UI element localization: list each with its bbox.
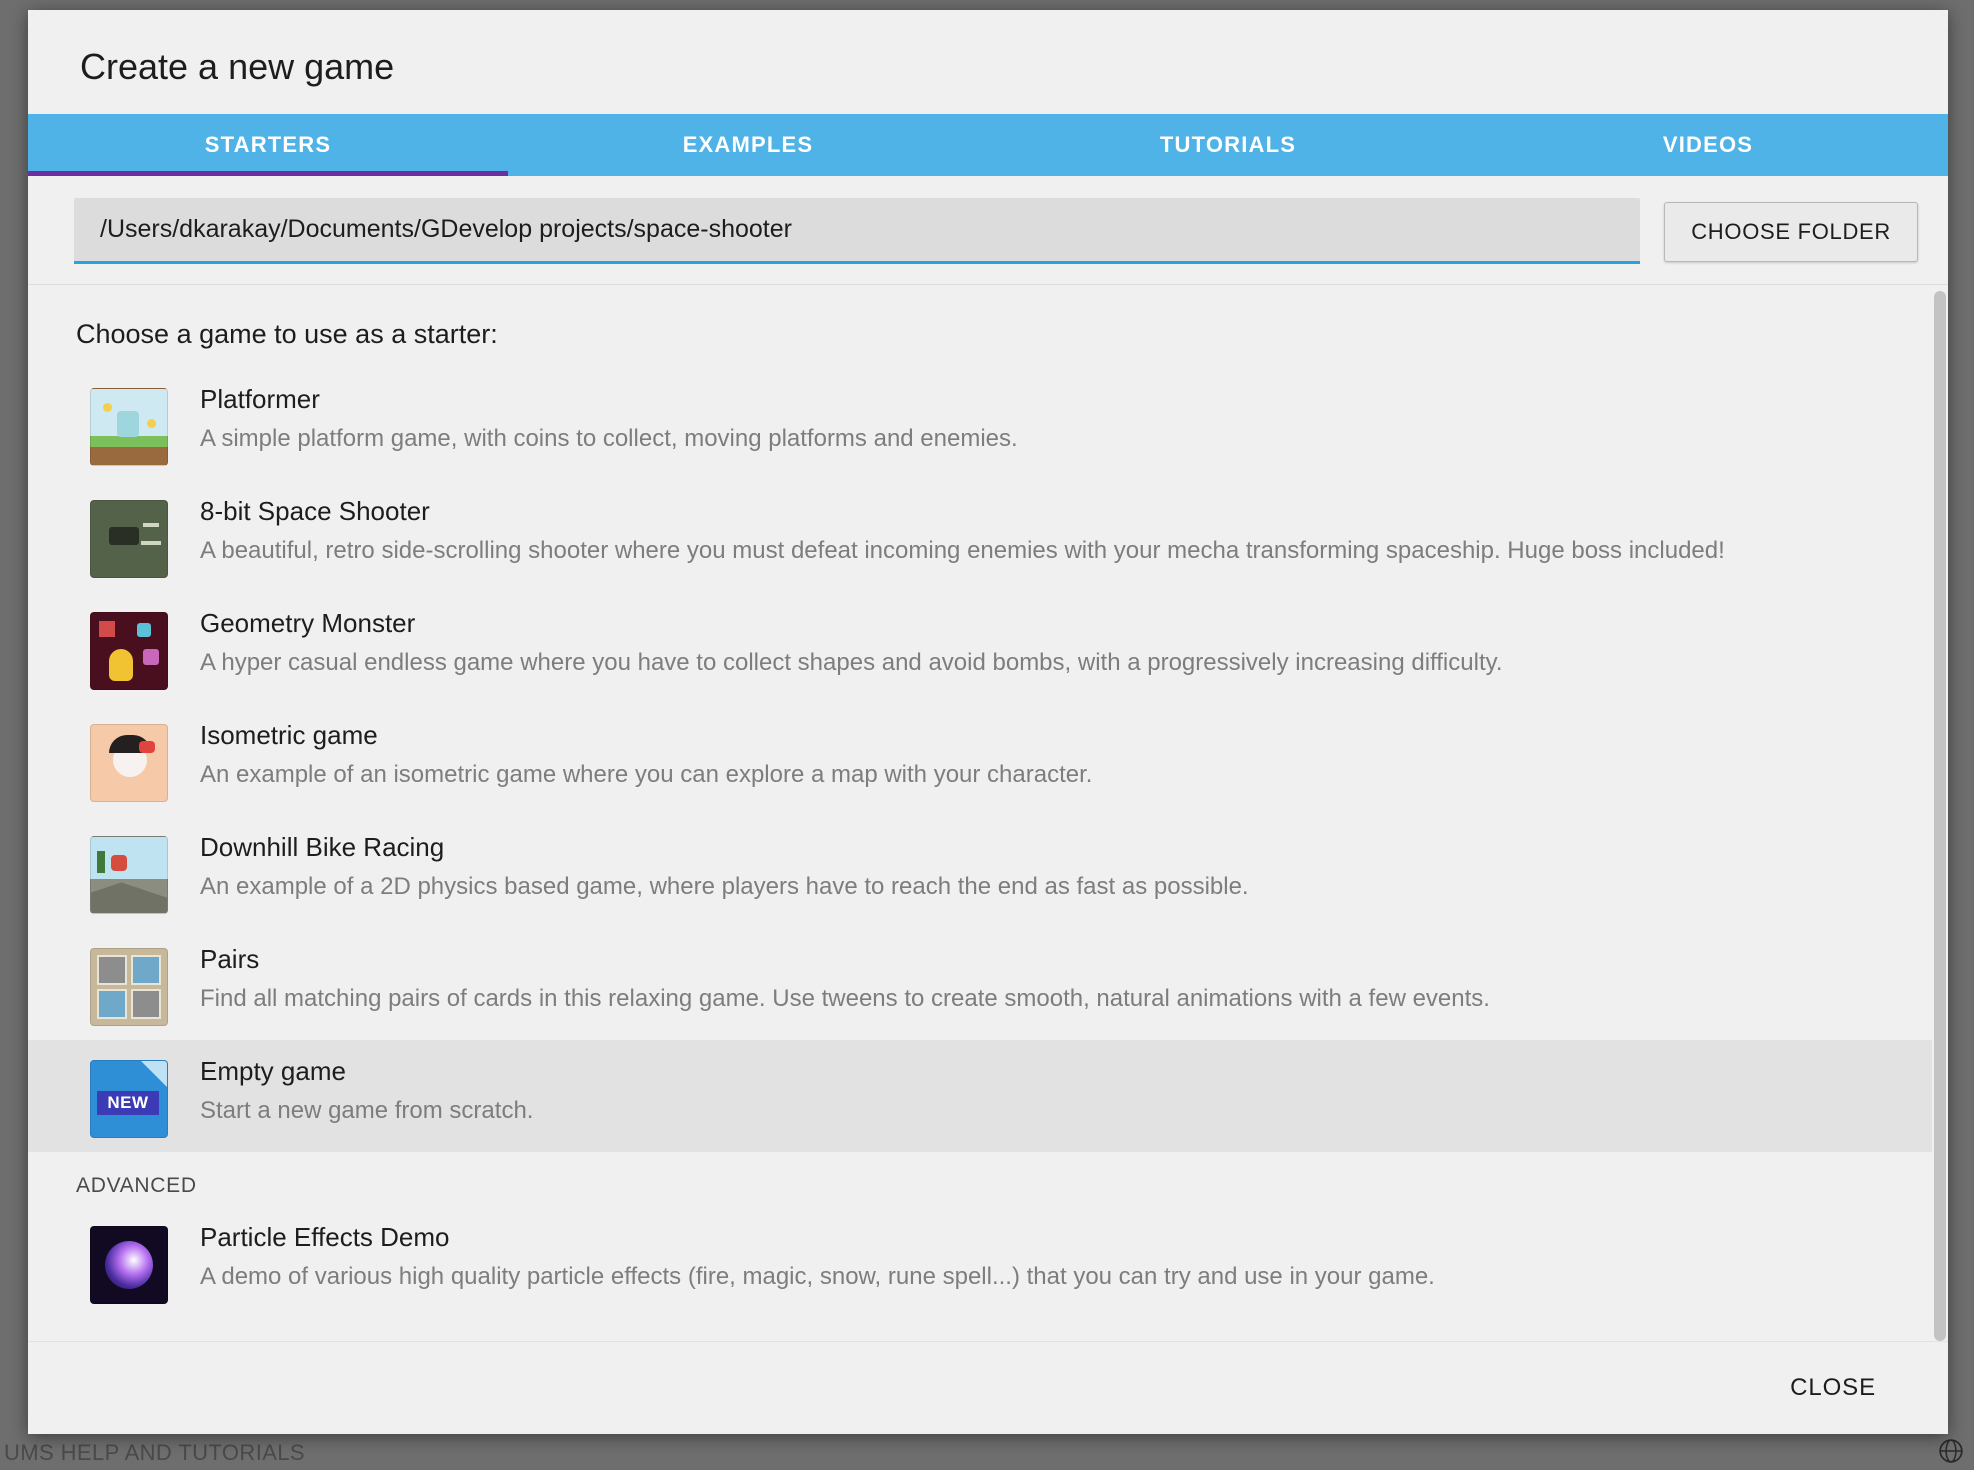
list-item-particle-effects-demo[interactable] — [28, 1206, 1948, 1318]
geometry-monster-thumbnail — [90, 612, 168, 690]
starters-content — [28, 285, 1948, 1341]
tab-examples[interactable] — [508, 114, 988, 176]
downhill-bike-thumbnail — [90, 836, 168, 914]
new-badge: NEW — [97, 1091, 159, 1115]
globe-icon — [1938, 1438, 1964, 1464]
list-item-title: Pairs — [200, 944, 260, 974]
list-item-description: An example of an isometric game where you can explore a map with your character. — [200, 761, 1093, 788]
tab-examples-label: EXAMPLES — [682, 132, 814, 157]
tab-videos[interactable] — [1468, 114, 1948, 176]
list-item-description: A hyper casual endless game where you have to collect shapes and avoid bombs, with a progressively increasing difficulty. — [200, 649, 1503, 676]
list-item-title: Particle Effects Demo — [200, 1222, 450, 1252]
advanced-section-label: ADVANCED — [76, 1174, 197, 1197]
list-item-empty-game[interactable] — [28, 1040, 1948, 1152]
dialog-footer — [28, 1341, 1948, 1434]
list-item-description: A beautiful, retro side-scrolling shooter where you must defeat incoming enemies with your mecha transforming spaceship. Huge boss included! — [200, 537, 1725, 564]
section-label: Choose a game to use as a starter: — [76, 319, 498, 349]
list-item-description: A demo of various high quality particle effects (fire, magic, snow, rune spell...) that you can try and use in your game. — [200, 1263, 1435, 1290]
list-item-description: An example of a 2D physics based game, where players have to reach the end as fast as possible. — [200, 873, 1249, 900]
background-status-text: UMS HELP AND TUTORIALS — [4, 1440, 305, 1465]
pairs-thumbnail — [90, 948, 168, 1026]
project-path-input[interactable]: /Users/dkarakay/Documents/GDevelop projects/space-shooter — [74, 198, 1640, 264]
list-item-platformer[interactable] — [28, 368, 1948, 480]
platformer-thumbnail — [90, 388, 168, 466]
tab-tutorials-label: TUTORIALS — [1159, 132, 1297, 157]
project-path-row — [28, 176, 1948, 285]
vertical-scrollbar[interactable] — [1932, 285, 1948, 1341]
list-item-pairs[interactable] — [28, 928, 1948, 1040]
isometric-game-thumbnail — [90, 724, 168, 802]
tab-videos-label: VIDEOS — [1662, 132, 1754, 157]
list-item-space-shooter[interactable] — [28, 480, 1948, 592]
list-item-title: 8-bit Space Shooter — [200, 496, 430, 526]
list-item-title: Empty game — [200, 1056, 346, 1086]
tab-tutorials[interactable] — [988, 114, 1468, 176]
starters-list — [28, 368, 1948, 1152]
list-item-title: Isometric game — [200, 720, 378, 750]
starters-scroll-area[interactable] — [28, 285, 1948, 1341]
list-item-description: A simple platform game, with coins to collect, moving platforms and enemies. — [200, 425, 1018, 452]
list-item-description: Find all matching pairs of cards in this relaxing game. Use tweens to create smooth, natural animations with a few events. — [200, 985, 1490, 1012]
list-item-title: Downhill Bike Racing — [200, 832, 445, 862]
list-item-title: Platformer — [200, 384, 320, 414]
empty-game-thumbnail — [90, 1060, 168, 1138]
particle-effects-thumbnail — [90, 1226, 168, 1304]
page-title: Create a new game — [80, 46, 395, 87]
list-item-description: Start a new game from scratch. — [200, 1097, 534, 1124]
advanced-list — [28, 1206, 1948, 1318]
scrollbar-thumb[interactable] — [1934, 291, 1946, 1341]
space-shooter-thumbnail — [90, 500, 168, 578]
tab-starters[interactable] — [28, 114, 508, 176]
tab-bar — [28, 114, 1948, 176]
choose-folder-button[interactable]: CHOOSE FOLDER — [1664, 202, 1918, 262]
list-item-geometry-monster[interactable] — [28, 592, 1948, 704]
list-item-title: Geometry Monster — [200, 608, 416, 638]
tab-starters-label: STARTERS — [204, 132, 332, 157]
list-item-isometric-game[interactable] — [28, 704, 1948, 816]
close-button[interactable]: CLOSE — [1774, 1364, 1892, 1412]
list-item-downhill-bike-racing[interactable] — [28, 816, 1948, 928]
create-new-game-dialog — [28, 10, 1948, 1434]
